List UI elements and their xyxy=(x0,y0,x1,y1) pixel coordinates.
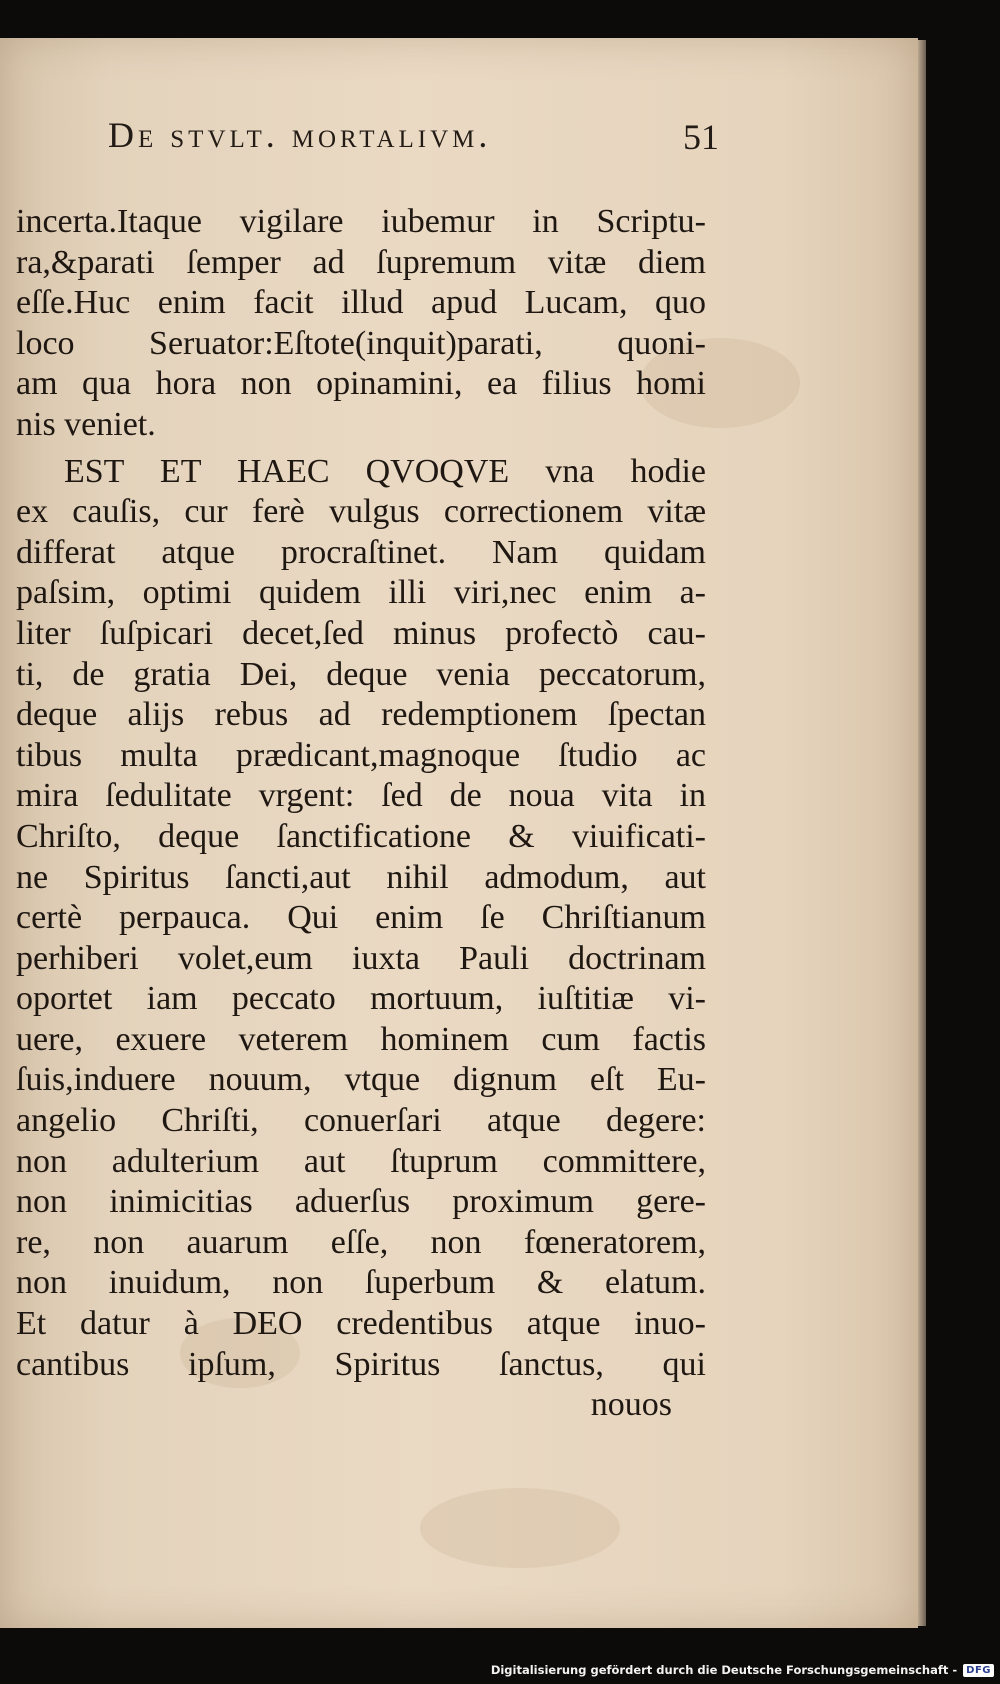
text-line: uere, exuere veterem hominem cum factis xyxy=(16,1020,706,1058)
page-header xyxy=(108,114,719,174)
text-line: differat atque procraſtinet. Nam quidam xyxy=(16,533,706,571)
paper-stain xyxy=(420,1488,620,1568)
text-line: paſsim, optimi quidem illi viri,nec enim a- xyxy=(16,574,706,612)
text-line: non adulterium aut ſtuprum committere, xyxy=(16,1142,706,1180)
text-line: liter ſuſpicari decet,ſed minus profectò cau- xyxy=(16,614,706,652)
body-text xyxy=(16,202,706,1426)
catchword: nouos xyxy=(590,1386,672,1424)
text-line: nis veniet. xyxy=(16,405,156,443)
text-line: non inimicitias aduerſus proximum gere- xyxy=(16,1183,706,1221)
text-line: loco Seruator:Eſtote(inquit)parati, quoni- xyxy=(16,324,706,362)
text-line: Chriſto, deque ſanctificatione & viuificati- xyxy=(16,817,706,855)
text-line: cantibus ipſum, Spiritus ſanctus, qui xyxy=(16,1345,706,1383)
text-line: ra,&parati ſemper ad ſupremum vitæ diem xyxy=(16,243,706,281)
text-line: ex cauſis, cur ferè vulgus correctionem vitæ xyxy=(16,493,706,531)
page-edge xyxy=(918,40,926,1626)
text-line: perhiberi volet,eum iuxta Pauli doctrinam xyxy=(16,939,706,977)
paragraph-start-line: EST ET HAEC QVOQVE vna hodie xyxy=(64,452,706,490)
text-line: certè perpauca. Qui enim ſe Chriſtianum xyxy=(16,899,706,937)
text-line: ſuis,induere nouum, vtque dignum eſt Eu- xyxy=(16,1061,706,1099)
digitization-credit xyxy=(491,1659,994,1681)
text-line: Et datur à DEO credentibus atque inuo- xyxy=(16,1305,706,1343)
text-line: oportet iam peccato mortuum, iuſtitiæ vi- xyxy=(16,980,706,1018)
text-line: am qua hora non opinamini, ea filius homi xyxy=(16,365,706,403)
text-line: ti, de gratia Dei, deque venia peccatorum, xyxy=(16,655,706,693)
text-line: tibus multa prædicant,magnoque ſtudio ac xyxy=(16,736,706,774)
text-line: mira ſedulitate vrgent: ſed de noua vita in xyxy=(16,777,706,815)
text-line: angelio Chriſti, conuerſari atque degere: xyxy=(16,1102,706,1140)
text-line: eſſe.Huc enim facit illud apud Lucam, quo xyxy=(16,284,706,322)
text-line: ne Spiritus ſancti,aut nihil admodum, aut xyxy=(16,858,706,896)
text-line: non inuidum, non ſuperbum & elatum. xyxy=(16,1264,706,1302)
page-number: 51 xyxy=(683,117,719,157)
credit-text: Digitalisierung gefördert durch die Deutsche Forschungsgemeinschaft - xyxy=(490,1663,958,1677)
dfg-logo: DFG xyxy=(963,1664,994,1677)
text-line: incerta.Itaque vigilare iubemur in Scriptu- xyxy=(16,203,706,240)
text-line: re, non auarum eſſe, non fœneratorem, xyxy=(16,1223,706,1261)
text-line: deque alijs rebus ad redemptionem ſpectan xyxy=(16,696,706,734)
running-title: De stvlt. mortalivm. xyxy=(108,115,492,155)
book-page xyxy=(0,38,918,1628)
